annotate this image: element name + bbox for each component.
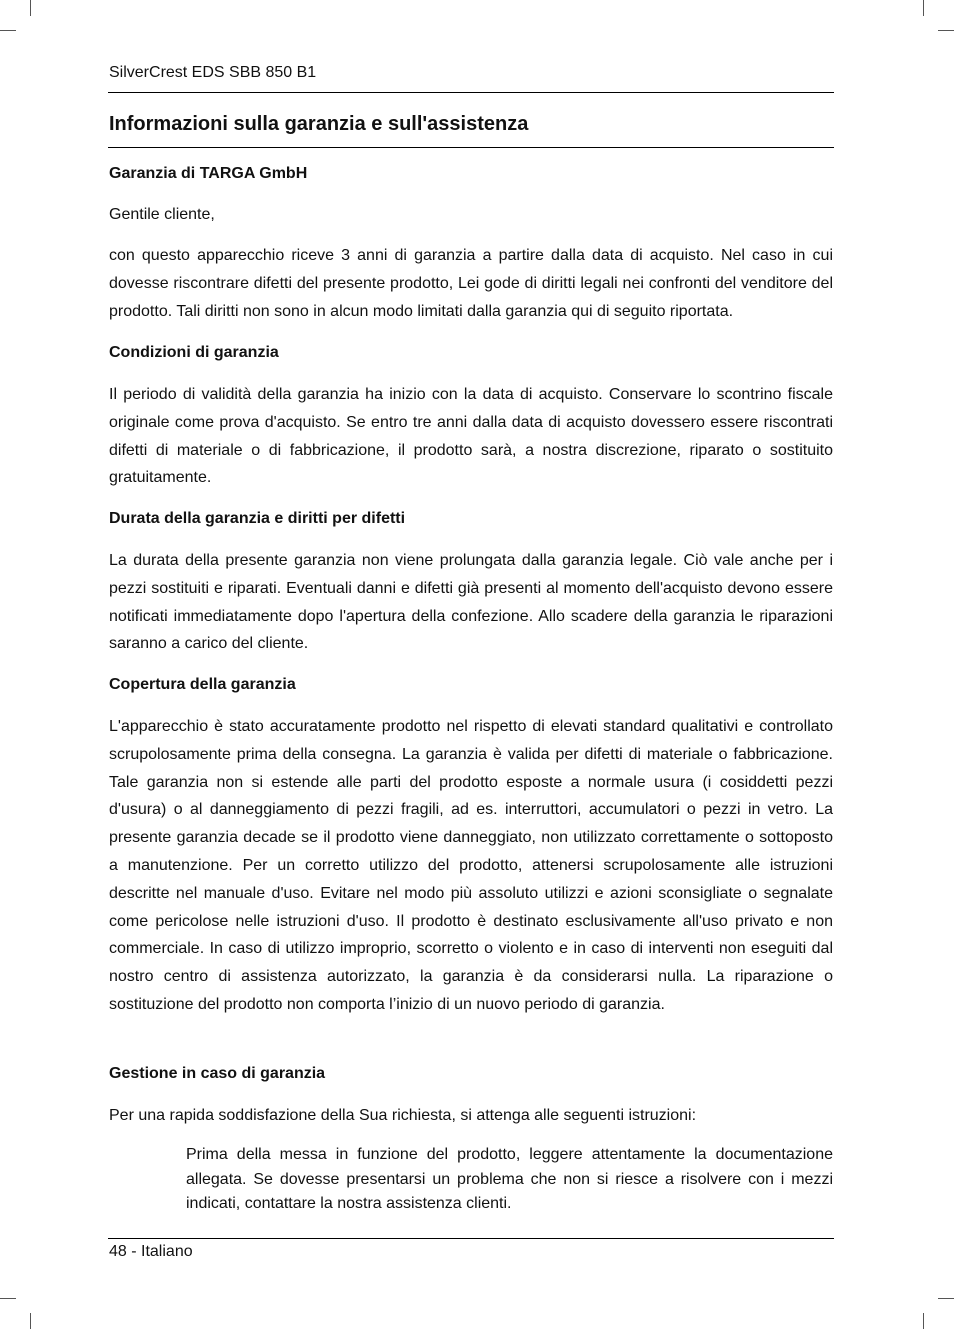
section-heading: Copertura della garanzia	[109, 676, 296, 693]
footer-rule	[108, 1238, 834, 1239]
paragraph: con questo apparecchio riceve 3 anni di garanzia a partire dalla data di acquisto. Nel caso in cui dovesse riscontrare difetti del presente prodotto, Lei gode di diritti legali nei confronti del venditore del prodotto. Tali diritti non sono in alcun modo limitati dalla garanzia qui di seguito riportata.	[109, 247, 833, 320]
running-header: SilverCrest EDS SBB 850 B1	[109, 64, 317, 81]
header-rule	[108, 92, 834, 93]
paragraph: Gentile cliente,	[109, 206, 215, 223]
crop-mark	[30, 0, 31, 16]
crop-mark	[0, 1298, 16, 1299]
crop-mark	[30, 1313, 31, 1329]
page-footer: 48 - Italiano	[109, 1243, 193, 1260]
crop-mark	[938, 1298, 954, 1299]
crop-mark	[923, 1313, 924, 1329]
section-heading: Gestione in caso di garanzia	[109, 1065, 326, 1082]
page-title: Informazioni sulla garanzia e sull'assistenza	[109, 113, 529, 135]
section-heading: Condizioni di garanzia	[109, 344, 279, 361]
title-rule	[108, 147, 834, 148]
indented-paragraph: Prima della messa in funzione del prodotto, leggere attentamente la documentazione allegata. Se dovesse presentarsi un problema che non si riesce a risolvere con i mezzi indicati, contattare la nostra assistenza clienti.	[186, 1146, 833, 1212]
paragraph: L'apparecchio è stato accuratamente prodotto nel rispetto di elevati standard qualitativi e controllato scrupolosamente prima della consegna. La garanzia è valida per difetti di materiale o fabbricazione. Tale garanzia non si estende alle parti del prodotto esposte a normale usura (i cosiddetti pezzi d'usura) o al danneggiamento di pezzi fragili, ad es. interruttori, accumulatori o pezzi in vetro. La presente garanzia decade se il prodotto viene danneggiato, non utilizzato correttamente o sottoposto a manutenzione. Per un corretto utilizzo del prodotto, attenersi scrupolosamente alle istruzioni descritte nel manuale d'uso. Evitare nel modo più assoluto utilizzi e azioni sconsigliate o segnalate come pericolose nelle istruzioni d'uso. Il prodotto è destinato esclusivamente all'uso privato e non commerciale. In caso di utilizzo improprio, scorretto o violento e in caso di interventi non eseguiti dal nostro centro di assistenza autorizzato, la garanzia è da considerarsi nulla. La riparazione o sostituzione del prodotto non comporta l’inizio di un nuovo periodo di garanzia.	[109, 718, 833, 1013]
crop-mark	[0, 30, 16, 31]
crop-mark	[938, 30, 954, 31]
crop-mark	[923, 0, 924, 16]
section-heading: Garanzia di TARGA GmbH	[109, 165, 308, 182]
paragraph: Per una rapida soddisfazione della Sua richiesta, si attenga alle seguenti istruzioni:	[109, 1107, 697, 1124]
paragraph: Il periodo di validità della garanzia ha inizio con la data di acquisto. Conservare lo scontrino fiscale originale come prova d'acquisto. Se entro tre anni dalla data di acquisto dovessero essere riscontrati difetti di materiale o di fabbricazione, il prodotto sarà, a nostra discrezione, riparato o sostituito gratuitamente.	[109, 386, 833, 487]
section-heading: Durata della garanzia e diritti per difetti	[109, 510, 406, 527]
paragraph: La durata della presente garanzia non viene prolungata dalla garanzia legale. Ciò vale anche per i pezzi sostituiti e riparati. Eventuali danni e difetti già presenti al momento dell'acquisto devono essere notificati immediatamente dopo l'apertura della confezione. Allo scadere della garanzia le riparazioni saranno a carico del cliente.	[109, 552, 833, 653]
